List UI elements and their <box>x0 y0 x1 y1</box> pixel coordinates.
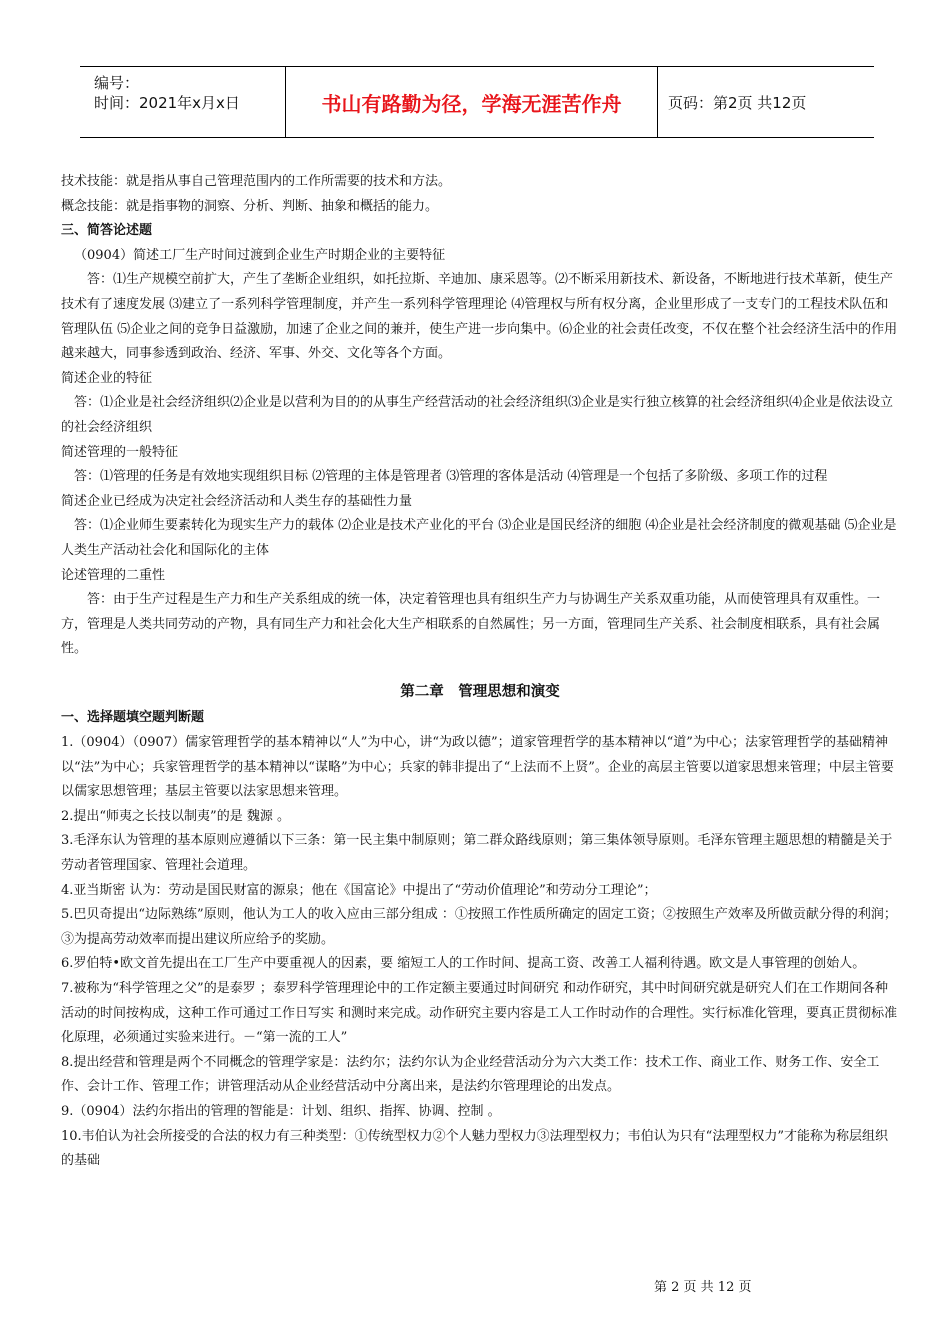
list-item: 1.（0904）（0907）儒家管理哲学的基本精神以“人”为中心，讲“为政以德”；道家管理哲学的基本精神以“道”为中心；法家管理哲学的基础精神以“法”为中心；兵家管理哲学的基本精神以“谋略”为中心；兵家的韩非提出了“上法而不上贤”。企业的高层主管要以道家思想来管理；中层主管要以儒家思想管理；基层主管要以法家思想来管理。 <box>61 735 894 800</box>
doc-date-label: 时间：2021年x月x日 <box>94 94 240 112</box>
header-info <box>80 67 286 137</box>
document-body <box>61 170 899 1174</box>
answer: 答：⑴企业是社会经济组织⑵企业是以营利为目的的从事生产经营活动的社会经济组织⑶企业是实行独立核算的社会经济组织⑷企业是依法设立的社会经济组织 <box>61 395 894 435</box>
list-item: 10.韦伯认为社会所接受的合法的权力有三种类型：①传统型权力②个人魅力型权力③法理型权力；韦伯认为只有“法理型权力”才能称为称层组织的基础 <box>61 1128 888 1169</box>
list-item: 3.毛泽东认为管理的基本原则应遵循以下三条：第一民主集中制原则；第二群众路线原则；第三集体领导原则。毛泽东管理主题思想的精髓是关于劳动者管理国家、管理社会道理。 <box>61 833 893 874</box>
page-header <box>80 66 874 138</box>
list-item: 8.提出经营和管理是两个不同概念的管理学家是：法约尔；法约尔认为企业经营活动分为六大类工作：技术工作、商业工作、财务工作、安全工作、会计工作、管理工作；讲管理活动从企业经营活动中分离出来，是法约尔管理理论的出发点。 <box>61 1054 880 1095</box>
question: 简述企业已经成为决定社会经济活动和人类生存的基础性力量 <box>61 493 413 509</box>
list-item: 9.（0904）法约尔指出的管理的智能是：计划、组织、指挥、协调、控制 。 <box>61 1103 501 1119</box>
list-item: 4.亚当斯密 认为：劳动是国民财富的源泉；他在《国富论》中提出了“劳动价值理论”和劳动分工理论”； <box>61 882 657 898</box>
question: （0904）简述工厂生产时间过渡到企业生产时期企业的主要特征 <box>74 247 446 263</box>
header-page-number: 页码：第2页 共12页 <box>668 93 807 112</box>
section-heading: 一、选择题填空题判断题 <box>61 710 205 726</box>
list-item: 7.被称为“科学管理之父”的是泰罗 ；泰罗科学管理理论中的工作定额主要通过时间研究 和动作研究，其中时间研究就是研究人们在工作期间各种活动的时间按构成，这种工作可通过工作日写实 和测时来完成。动作研究主要内容是工人工作时动作的合理性。实行标准化管理，要真正贯彻标准化原理，必须通过实验来进行。－“第一流的工人” <box>61 981 898 1046</box>
question: 简述管理的一般特征 <box>61 444 179 460</box>
list-item: 5.巴贝奇提出“边际熟练”原则，他认为工人的收入应由三部分组成 ：①按照工作性质所确定的固定工资；②按照生产效率及所做贡献分得的利润；③为提高劳动效率而提出建议所应给予的奖励。 <box>61 907 897 947</box>
question: 简述企业的特征 <box>61 370 153 386</box>
answer: 答：⑴生产规模空前扩大，产生了垄断企业组织，如托拉斯、辛迪加、康采恩等。⑵不断采用新技术、新设备，不断地进行技术革新，使生产技术有了速度发展 ⑶建立了一系列科学管理制度，并产生一系列科学管理理论 ⑷管理权与所有权分离，企业里形成了一支专门的工程技术队伍和管理队伍 ⑸企业之间的竞争日益激励，加速了企业之间的兼并，使生产进一步向集中。⑹企业的社会责任改变，不仅在整个社会经济生活中的作用越来越大，同事参透到政治、经济、军事、外交、文化等各个方面。 <box>61 272 898 362</box>
paragraph: 技术技能：就是指从事自己管理范围内的工作所需要的技术和方法。 <box>61 174 452 189</box>
list-item: 6.罗伯特•欧文首先提出在工厂生产中要重视人的因素，要 缩短工人的工作时间、提高工资、改善工人福利待遇。欧文是人事管理的创始人。 <box>61 956 866 972</box>
question: 论述管理的二重性 <box>61 567 166 583</box>
section-heading: 三、简答论述题 <box>61 223 153 239</box>
doc-number-label: 编号： <box>94 74 140 92</box>
chapter-title: 第二章 管理思想和演变 <box>400 683 560 700</box>
header-motto: 书山有路勤为径，学海无涯苦作舟 <box>286 67 658 137</box>
page-footer: 第 2 页 共 12 页 <box>654 1280 752 1295</box>
answer: 答：由于生产过程是生产力和生产关系组成的统一体，决定着管理也具有组织生产力与协调生产关系双重功能，从而使管理具有双重性。一方，管理是人类共同劳动的产物，具有同生产力和社会化大生产相联系的自然属性；另一方面，管理同生产关系、社会制度相联系，具有社会属性。 <box>61 592 881 657</box>
answer: 答：⑴管理的任务是有效地实现组织目标 ⑵管理的主体是管理者 ⑶管理的客体是活动 ⑷管理是一个包括了多阶级、多项工作的过程 <box>74 469 828 485</box>
list-item: 2.提出“师夷之长技以制夷”的是 魏源 。 <box>61 808 290 824</box>
answer: 答：⑴企业师生要素转化为现实生产力的载体 ⑵企业是技术产业化的平台 ⑶企业是国民经济的细胞 ⑷企业是社会经济制度的微观基础 ⑸企业是人类生产活动社会化和国际化的主体 <box>61 518 897 558</box>
paragraph: 概念技能：就是指事物的洞察、分析、判断、抽象和概括的能力。 <box>61 198 439 214</box>
